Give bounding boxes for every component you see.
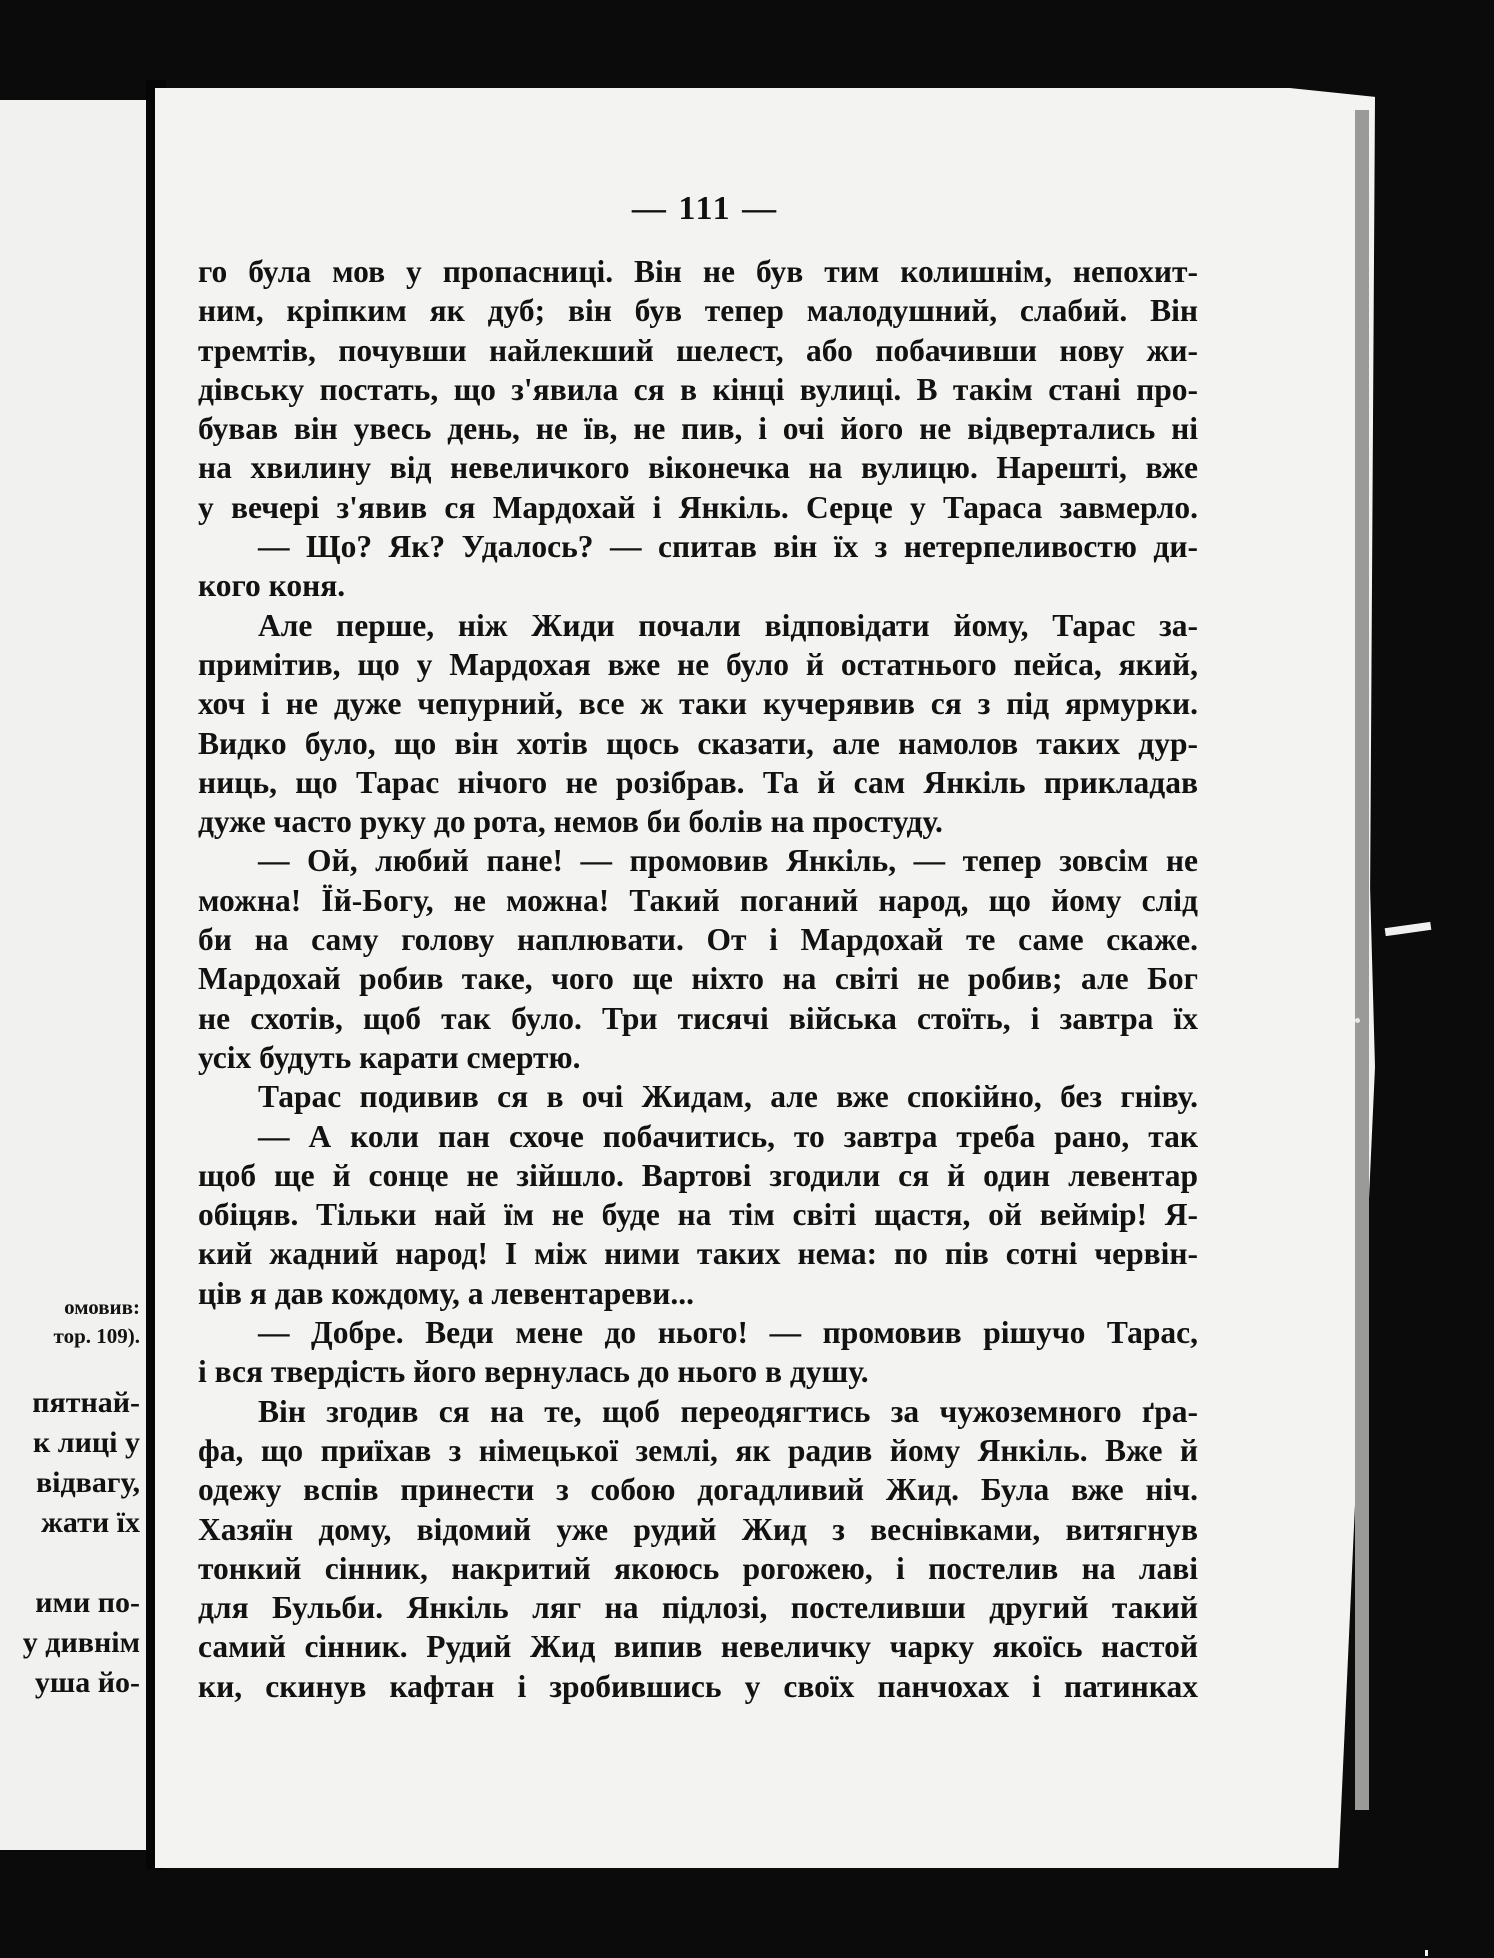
scan-artifact xyxy=(1355,1018,1360,1023)
text-line: Хазяїн дому, відомий уже рудий Жид з веснівками, витягнув xyxy=(198,1511,1198,1547)
scan-artifact xyxy=(1385,922,1432,936)
text-line: би на саму голову наплювати. От і Мардохай те саме скаже. xyxy=(198,922,1198,958)
left-text-line: у дивнім xyxy=(22,1626,140,1659)
text-line: кий жадний народ! І між ними таких нема: по пів сотні червін- xyxy=(198,1236,1198,1272)
text-line: для Бульби. Янкіль ляг на підлозі, постеливши другий такий xyxy=(198,1590,1198,1626)
text-line: можна! Їй-Богу, не можна! Такий поганий народ, що йому слід xyxy=(198,882,1198,918)
left-text-line: відвагу, xyxy=(35,1466,140,1499)
page-body-text xyxy=(198,252,1198,1706)
text-line: на хвилину від невеличкого віконечка на вулицю. Нарешті, вже xyxy=(198,450,1198,486)
text-line: — Добре. Веди мене до нього! — промовив рішучо Тарас, xyxy=(258,1315,1198,1351)
left-text-line: к лиці у xyxy=(32,1426,140,1459)
text-line: щоб ще й сонце не зійшло. Вартові згодили ся й один левентар xyxy=(198,1157,1198,1193)
text-line: кого коня. xyxy=(198,568,346,604)
text-line: самий сінник. Рудий Жид випив невеличку чарку якоїсь настой xyxy=(198,1629,1198,1665)
text-line: дівську постать, що з'явила ся в кінці вулиці. В такім стані про- xyxy=(198,371,1198,407)
page-edge-shadow xyxy=(1355,110,1369,1810)
left-page-fragment xyxy=(0,100,146,1850)
text-line: ки, скинув кафтан і зробившись у своїх панчохах і патинках xyxy=(198,1668,1198,1704)
text-line: Але перше, ніж Жиди почали відповідати йому, Тарас за- xyxy=(258,607,1198,643)
left-footnote-line: тор. 109). xyxy=(53,1324,140,1348)
text-line: — Ой, любий пане! — промовив Янкіль, — тепер зовсім не xyxy=(258,843,1198,879)
text-line: Він згодив ся на те, щоб переодягтись за чужоземного ґра- xyxy=(258,1393,1198,1429)
text-line: ниць, що Тарас нічого не розібрав. Та й сам Янкіль прикладав xyxy=(198,764,1198,800)
scan-artifact xyxy=(1425,1950,1428,1956)
text-line: тремтів, почувши найлекший шелест, або побачивши нову жи- xyxy=(198,332,1198,368)
text-line: ним, кріпким як дуб; він був тепер малодушний, слабий. Він xyxy=(198,293,1198,329)
left-text-line: пятнай- xyxy=(32,1386,140,1419)
text-line: Тарас подивив ся в очі Жидам, але вже спокійно, без гніву. xyxy=(258,1079,1198,1115)
left-footnote-line: омовив: xyxy=(64,1295,140,1319)
text-line: фа, що приїхав з німецької землі, як радив йому Янкіль. Вже й xyxy=(198,1432,1198,1468)
text-line: дуже часто руку до рота, немов би болів на простуду. xyxy=(198,804,943,840)
text-line: тонкий сінник, накритий якоюсь рогожею, і постелив на лаві xyxy=(198,1550,1198,1586)
text-line: Мардохай робив таке, чого ще ніхто на світі не робив; але Бог xyxy=(198,961,1198,997)
text-line: бував він увесь день, не їв, не пив, і очі його не відвертались ні xyxy=(198,411,1198,447)
page-number: — 111 — xyxy=(631,190,779,227)
text-line: не схотів, щоб так було. Три тисячі війська стоїть, і завтра їх xyxy=(198,1000,1198,1036)
left-text-line: уша йо- xyxy=(34,1666,140,1699)
text-line: одежу вспів принести з собою догадливий Жид. Була вже ніч. xyxy=(198,1472,1198,1508)
text-line: і вся твердість його вернулась до нього в душу. xyxy=(198,1354,869,1390)
text-line: — А коли пан схоче побачитись, то завтра треба рано, так xyxy=(258,1118,1198,1154)
text-line: усіх будуть карати смертю. xyxy=(198,1039,581,1075)
left-text-line: жати їх xyxy=(41,1506,140,1539)
text-line: хоч і не дуже чепурний, все ж таки кучерявив ся з під ярмурки. xyxy=(198,686,1198,722)
text-line: Видко було, що він хотів щось сказати, але намолов таких дур- xyxy=(198,725,1198,761)
text-line: — Що? Як? Удалось? — спитав він їх з нетерпеливостю ди- xyxy=(258,529,1198,565)
text-line: у вечері з'явив ся Мардохай і Янкіль. Серце у Тараса завмерло. xyxy=(198,489,1198,525)
text-line: ців я дав кождому, а левентареви... xyxy=(198,1275,695,1311)
text-line: примітив, що у Мардохая вже не було й остатнього пейса, який, xyxy=(198,646,1198,682)
text-line: го була мов у пропасниці. Він не був тим колишнім, непохит- xyxy=(198,254,1198,289)
left-text-line: ими по- xyxy=(35,1586,140,1619)
text-line: обіцяв. Тільки най їм не буде на тім світі щастя, ой веймір! Я- xyxy=(198,1197,1198,1233)
